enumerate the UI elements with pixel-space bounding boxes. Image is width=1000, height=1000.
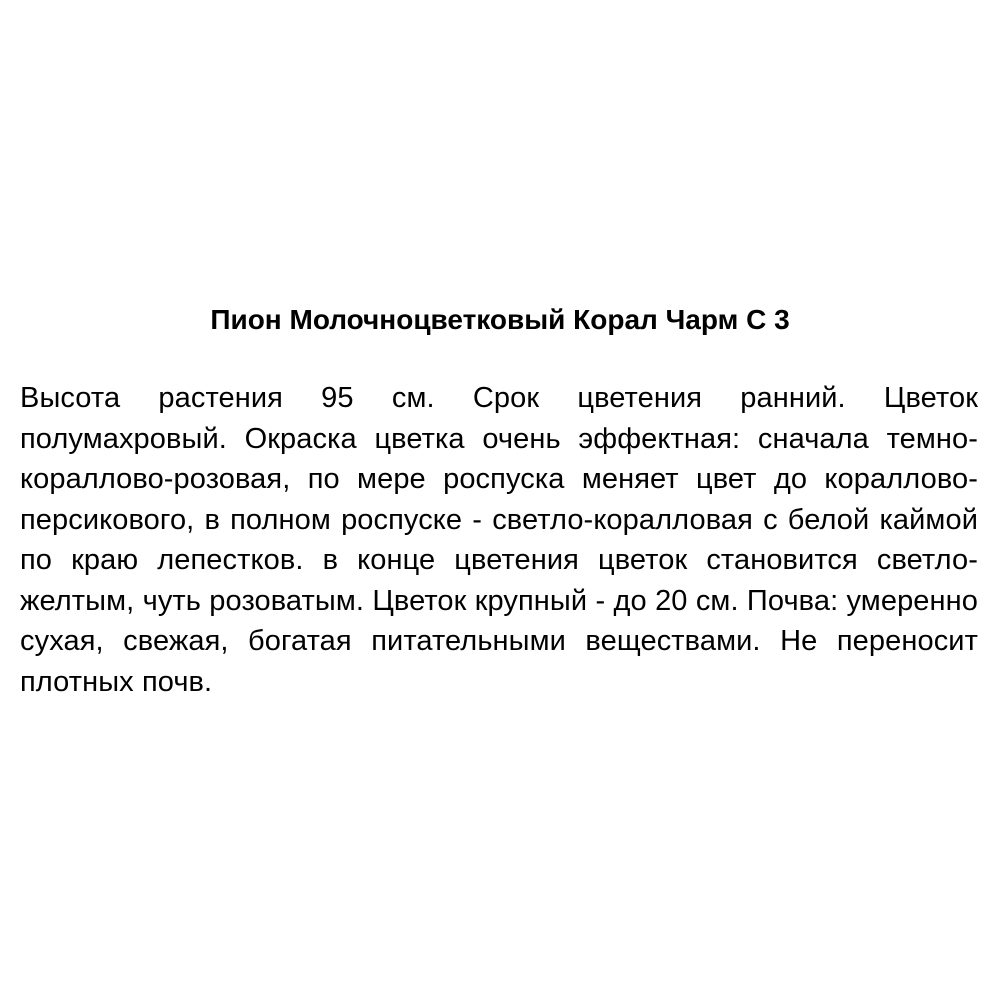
product-description: Высота растения 95 см. Срок цветения ранний. Цветок полумахровый. Окраска цветка очень эффектная: сначала темно-кораллово-розовая, по мере роспуска меняет цвет до кораллово-персикового, в полном роспуске - светло-коралловая с белой каймой по краю лепестков. в конце цветения цветок становится светло-желтым, чуть розоватым. Цветок крупный - до 20 см. Почва: умеренно сухая, свежая, богатая питательными веществами. Не переносит плотных почв. <box>20 382 978 698</box>
product-title: Пион Молочноцветковый Корал Чарм С 3 <box>210 304 790 335</box>
